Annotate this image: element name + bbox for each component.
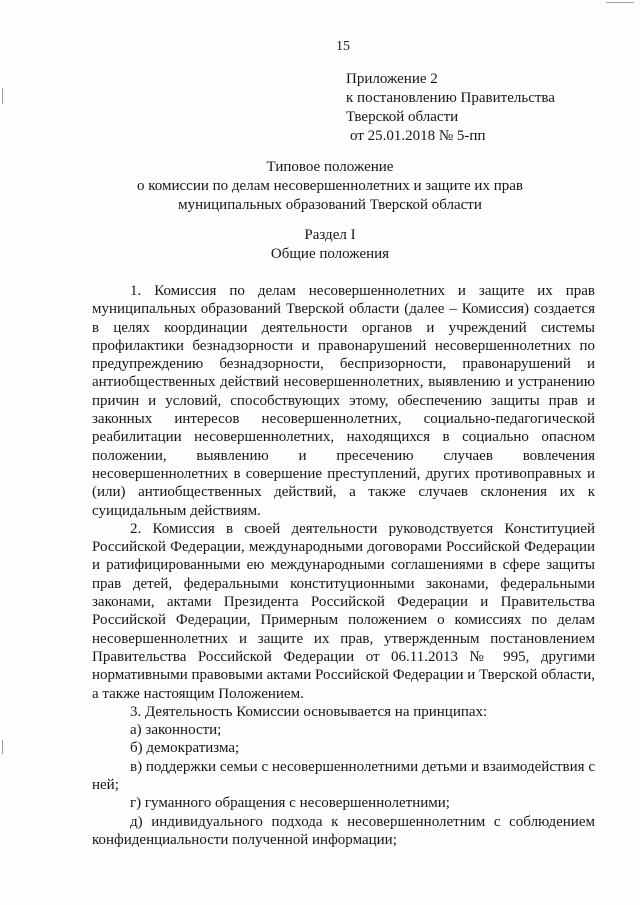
body-text <box>92 282 595 849</box>
title-line: муниципальных образований Тверской области <box>178 197 482 213</box>
section-heading <box>60 226 600 264</box>
appendix-date-line: от 25.01.2018 № 5-пп <box>350 128 486 144</box>
paragraph: 1. Комиссия по делам несовершеннолетних и защите их прав муниципальных образований Тверской области (далее – Комиссия) создается в целях координации деятельности органов и учреждений системы профилактики безнадзорности и правонарушений несовершеннолетних по предупреждению безнадзорности, беспризорности, правонарушений и антиобщественных действий несовершеннолетних, выявлению и устранению причин и условий, способствующих этому, обеспечению защиты прав и законных интересов несовершеннолетних, социально-педагогической реабилитации несовершеннолетних, находящихся в социально опасном положении, выявлению и пресечению случаев вовлечения несовершеннолетних в совершение преступлений, других противоправных и (или) антиобщественных действий, а также случаев склонения их к суицидальным действиям. <box>92 283 595 519</box>
list-item: г) гуманного обращения с несовершеннолетними; <box>130 795 450 812</box>
paragraph: 3. Деятельность Комиссии основывается на принципах: <box>130 703 488 720</box>
title-line: о комиссии по делам несовершеннолетних и защите их прав <box>137 178 523 194</box>
section-number: Раздел I <box>304 227 356 243</box>
section-name: Общие положения <box>270 246 390 262</box>
appendix-header <box>346 70 555 146</box>
list-item: а) законности; <box>130 722 222 739</box>
paragraph: 2. Комиссия в своей деятельности руководствуется Конституцией Российской Федерации, международными договорами Российской Федерации и ратифицированными ею международными соглашениями в сфере защиты прав детей, федеральными конституционными законами, федеральными законами, актами Президента Российской Федерации и Правительства Российской Федерации, Примерным положением о комиссиях по делам несовершеннолетних и защите их прав, утвержденным постановлением Правительства Российской Федерации от 06.11.2013 № 995, другими нормативными правовыми актами Российской Федерации и Тверской области, а также настоящим Положением. <box>92 520 595 702</box>
appendix-line: Тверской области <box>346 109 459 125</box>
appendix-line: к постановлению Правительства <box>346 90 555 106</box>
list-item: в) поддержки семьи с несовершеннолетними детьми и взаимодействия с ней; <box>92 758 595 794</box>
appendix-line: Приложение 2 <box>346 71 438 87</box>
scan-edge-mark <box>2 740 3 754</box>
scan-corner-mark <box>606 2 634 3</box>
page-number: 15 <box>336 39 350 54</box>
list-item: д) индивидуального подхода к несовершеннолетним с соблюдением конфиденциальности полученной информации; <box>92 813 595 848</box>
document-title <box>60 158 600 215</box>
title-line: Типовое положение <box>266 159 394 175</box>
scan-edge-mark <box>2 88 3 104</box>
list-item: б) демократизма; <box>130 740 240 757</box>
